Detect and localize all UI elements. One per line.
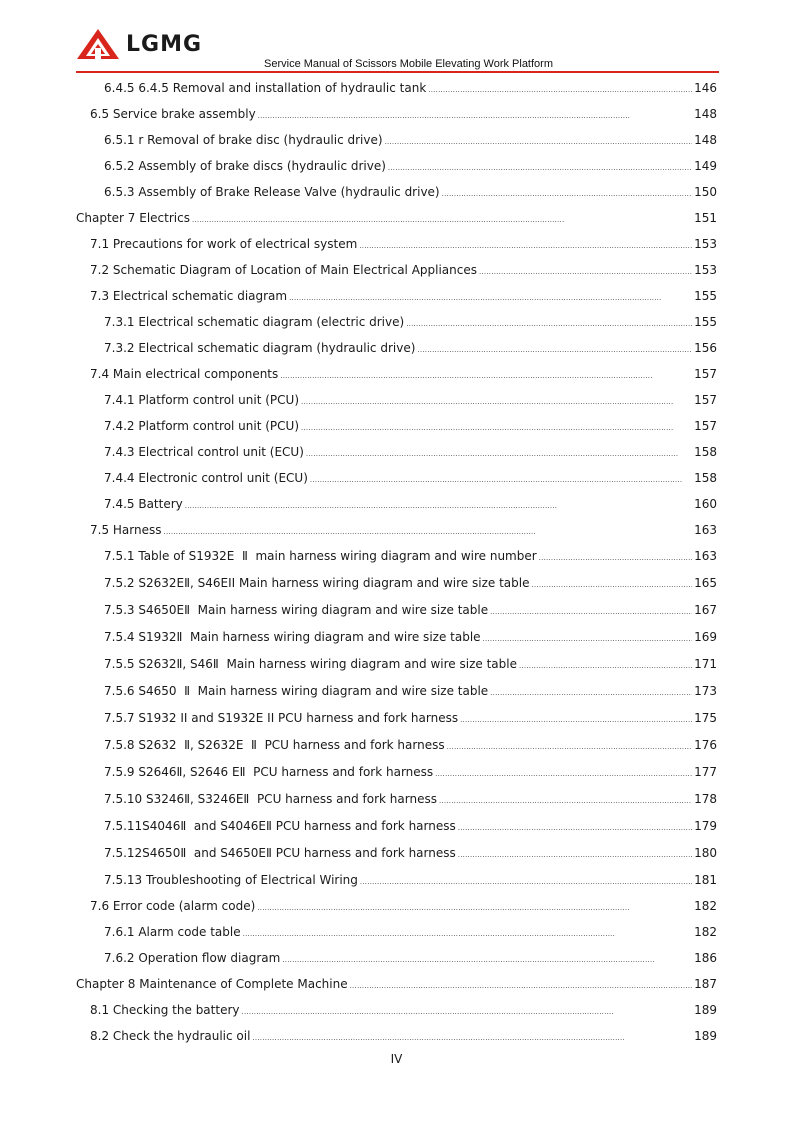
toc-entry-label: 7.5.11S4046Ⅱ and S4046EⅡ PCU harness and fork harness — [104, 819, 456, 833]
toc-leader-dots — [439, 786, 692, 815]
toc-entry-page: 187 — [694, 977, 717, 991]
toc-leader-dots — [185, 491, 692, 519]
toc-leader-dots — [417, 335, 692, 363]
toc-entry[interactable] — [76, 971, 717, 997]
toc-entry[interactable] — [76, 517, 717, 543]
toc-leader-dots — [435, 759, 692, 788]
toc-leader-dots — [164, 517, 693, 545]
toc-entry[interactable] — [76, 439, 717, 465]
toc-entry-page: 153 — [694, 263, 717, 277]
lgmg-logo — [76, 28, 202, 60]
toc-entry-label: 7.2 Schematic Diagram of Location of Main Electrical Appliances — [90, 263, 477, 277]
toc-entry[interactable] — [76, 491, 717, 517]
toc-entry[interactable] — [76, 543, 717, 570]
toc-entry-page: 177 — [694, 765, 717, 779]
toc-entry-page: 180 — [694, 846, 717, 860]
toc-entry[interactable] — [76, 867, 717, 893]
toc-entry[interactable] — [76, 1023, 717, 1049]
toc-entry-page: 175 — [694, 711, 717, 725]
toc-entry-label: 7.3 Electrical schematic diagram — [90, 289, 288, 303]
toc-entry-label: 7.5.5 S2632Ⅱ, S46Ⅱ Main harness wiring diagram and wire size table — [104, 657, 517, 671]
toc-leader-dots — [258, 101, 692, 129]
toc-entry-label: 6.5 Service brake assembly — [90, 107, 256, 121]
toc-entry-page: 163 — [694, 523, 717, 537]
toc-entry-label: 6.5.3 Assembly of Brake Release Valve (hydraulic drive) — [104, 185, 440, 199]
page-header — [76, 28, 719, 73]
toc-entry-label: 7.5.4 S1932Ⅱ Main harness wiring diagram and wire size table — [104, 630, 481, 644]
toc-leader-dots — [280, 361, 692, 389]
toc-leader-dots — [301, 413, 692, 441]
toc-entry-label: 7.6.1 Alarm code table — [104, 925, 241, 939]
toc-entry-label: 7.3.2 Electrical schematic diagram (hydraulic drive) — [104, 341, 416, 355]
toc-entry-page: 148 — [694, 107, 717, 121]
toc-entry[interactable] — [76, 732, 717, 759]
toc-leader-dots — [301, 387, 692, 415]
toc-entry-label: 7.4 Main electrical components — [90, 367, 279, 381]
toc-entry-page: 158 — [694, 471, 717, 485]
header-rule — [76, 71, 719, 73]
toc-leader-dots — [460, 705, 692, 734]
toc-entry-page: 146 — [694, 81, 717, 95]
toc-entry[interactable] — [76, 153, 717, 179]
toc-leader-dots — [428, 75, 692, 103]
toc-entry-page: 176 — [694, 738, 717, 752]
toc-entry[interactable] — [76, 335, 717, 361]
toc-entry-page: 189 — [694, 1003, 717, 1017]
toc-entry[interactable] — [76, 205, 717, 231]
toc-entry[interactable] — [76, 893, 717, 919]
toc-entry-page: 181 — [694, 873, 717, 887]
toc-entry-page: 155 — [694, 315, 717, 329]
toc-entry-label: 7.5.8 S2632 Ⅱ, S2632E Ⅱ PCU harness and fork harness — [104, 738, 445, 752]
toc-entry-page: 182 — [694, 899, 717, 913]
toc-entry-label: 6.5.1 r Removal of brake disc (hydraulic drive) — [104, 133, 383, 147]
toc-entry-page: 178 — [694, 792, 717, 806]
toc-entry-label: 6.4.5 6.4.5 Removal and installation of hydraulic tank — [104, 81, 427, 95]
toc-entry[interactable] — [76, 813, 717, 840]
toc-leader-dots — [282, 945, 692, 973]
toc-entry[interactable] — [76, 101, 717, 127]
toc-entry-page: 173 — [694, 684, 717, 698]
toc-entry-page: 153 — [694, 237, 717, 251]
toc-entry-label: 7.6.2 Operation flow diagram — [104, 951, 281, 965]
toc-entry[interactable] — [76, 624, 717, 651]
toc-leader-dots — [306, 439, 692, 467]
toc-leader-dots — [310, 465, 692, 493]
toc-entry-label: Chapter 8 Maintenance of Complete Machine — [76, 977, 348, 991]
toc-entry-label: 7.5.7 S1932 II and S1932E II PCU harness and fork harness — [104, 711, 459, 725]
toc-entry-page: 179 — [694, 819, 717, 833]
toc-entry-page: 156 — [694, 341, 717, 355]
toc-leader-dots — [406, 309, 692, 337]
toc-entry[interactable] — [76, 127, 717, 153]
toc-entry[interactable] — [76, 597, 717, 624]
toc-leader-dots — [257, 893, 692, 921]
toc-entry[interactable] — [76, 840, 717, 867]
toc-entry-label: 7.4.3 Electrical control unit (ECU) — [104, 445, 304, 459]
toc-entry-page: 160 — [694, 497, 717, 511]
toc-leader-dots — [385, 127, 693, 155]
toc-leader-dots — [442, 179, 692, 207]
toc-entry[interactable] — [76, 705, 717, 732]
toc-leader-dots — [388, 153, 692, 181]
toc-entry[interactable] — [76, 179, 717, 205]
toc-entry-label: 7.5.13 Troubleshooting of Electrical Wiring — [104, 873, 358, 887]
toc-entry[interactable] — [76, 257, 717, 283]
toc-entry-label: 7.5.2 S2632EⅡ, S46EII Main harness wiring diagram and wire size table — [104, 576, 530, 590]
toc-leader-dots — [539, 543, 692, 572]
toc-entry[interactable] — [76, 997, 717, 1023]
toc-entry[interactable] — [76, 919, 717, 945]
toc-entry[interactable] — [76, 387, 717, 413]
toc-leader-dots — [490, 678, 692, 707]
toc-leader-dots — [479, 257, 692, 285]
toc-entry-label: 6.5.2 Assembly of brake discs (hydraulic drive) — [104, 159, 386, 173]
toc-entry-label: 8.1 Checking the battery — [90, 1003, 240, 1017]
toc-leader-dots — [458, 840, 692, 869]
toc-entry[interactable] — [76, 786, 717, 813]
toc-leader-dots — [289, 283, 692, 311]
toc-entry-label: 7.5 Harness — [90, 523, 162, 537]
toc-entry-page: 151 — [694, 211, 717, 225]
toc-entry[interactable] — [76, 309, 717, 335]
toc-entry-page: 169 — [694, 630, 717, 644]
toc-entry-page: 149 — [694, 159, 717, 173]
toc-entry-label: 7.6 Error code (alarm code) — [90, 899, 256, 913]
toc-entry-page: 157 — [694, 367, 717, 381]
toc-entry[interactable] — [76, 759, 717, 786]
toc-entry-page: 157 — [694, 419, 717, 433]
toc-entry-label: 7.5.1 Table of S1932E Ⅱ main harness wiring diagram and wire number — [104, 549, 537, 563]
toc-entry-label: 7.1 Precautions for work of electrical system — [90, 237, 358, 251]
toc-leader-dots — [252, 1023, 692, 1051]
toc-entry-label: 7.4.1 Platform control unit (PCU) — [104, 393, 300, 407]
toc-leader-dots — [458, 813, 692, 842]
toc-entry[interactable] — [76, 678, 717, 705]
toc-entry-page: 155 — [694, 289, 717, 303]
lgmg-triangle-icon — [76, 28, 120, 60]
toc-entry-label: 7.3.1 Electrical schematic diagram (electric drive) — [104, 315, 405, 329]
toc-entry-page: 148 — [694, 133, 717, 147]
toc-entry-page: 167 — [694, 603, 717, 617]
toc-entry[interactable] — [76, 413, 717, 439]
toc-entry[interactable] — [76, 465, 717, 491]
toc-entry[interactable] — [76, 75, 717, 101]
toc-entry-label: 7.5.6 S4650 Ⅱ Main harness wiring diagram and wire size table — [104, 684, 489, 698]
header-title: Service Manual of Scissors Mobile Elevating Work Platform — [264, 58, 553, 70]
toc-entry-label: 7.5.10 S3246Ⅱ, S3246EⅡ PCU harness and fork harness — [104, 792, 437, 806]
table-of-contents — [76, 75, 717, 1049]
toc-entry-label: 7.4.4 Electronic control unit (ECU) — [104, 471, 308, 485]
page-number: IV — [390, 1052, 403, 1066]
toc-leader-dots — [490, 597, 692, 626]
toc-entry[interactable] — [76, 651, 717, 678]
toc-entry-label: 7.4.2 Platform control unit (PCU) — [104, 419, 300, 433]
logo-text: LGMG — [126, 31, 203, 57]
toc-entry-page: 182 — [694, 925, 717, 939]
toc-leader-dots — [531, 570, 692, 599]
toc-leader-dots — [350, 971, 693, 999]
toc-leader-dots — [483, 624, 693, 653]
toc-leader-dots — [243, 919, 692, 947]
toc-entry-page: 163 — [694, 549, 717, 563]
toc-leader-dots — [359, 231, 692, 259]
toc-entry-label: 7.4.5 Battery — [104, 497, 183, 511]
toc-entry-label: 7.5.12S4650Ⅱ and S4650EⅡ PCU harness and fork harness — [104, 846, 456, 860]
toc-entry-page: 189 — [694, 1029, 717, 1043]
toc-entry-page: 186 — [694, 951, 717, 965]
toc-entry-label: 8.2 Check the hydraulic oil — [90, 1029, 251, 1043]
toc-leader-dots — [519, 651, 692, 680]
toc-entry[interactable] — [76, 570, 717, 597]
toc-entry-label: 7.5.9 S2646Ⅱ, S2646 EⅡ PCU harness and fork harness — [104, 765, 434, 779]
toc-entry-page: 157 — [694, 393, 717, 407]
toc-entry-label: 7.5.3 S4650EⅡ Main harness wiring diagram and wire size table — [104, 603, 489, 617]
toc-leader-dots — [447, 732, 692, 761]
toc-entry[interactable] — [76, 283, 717, 309]
toc-leader-dots — [360, 867, 692, 895]
toc-entry[interactable] — [76, 945, 717, 971]
toc-entry-page: 165 — [694, 576, 717, 590]
toc-entry-page: 171 — [694, 657, 717, 671]
toc-entry[interactable] — [76, 231, 717, 257]
toc-entry[interactable] — [76, 361, 717, 387]
toc-leader-dots — [192, 205, 692, 233]
toc-entry-page: 150 — [694, 185, 717, 199]
toc-entry-label: Chapter 7 Electrics — [76, 211, 190, 225]
toc-entry-page: 158 — [694, 445, 717, 459]
toc-leader-dots — [242, 997, 693, 1025]
